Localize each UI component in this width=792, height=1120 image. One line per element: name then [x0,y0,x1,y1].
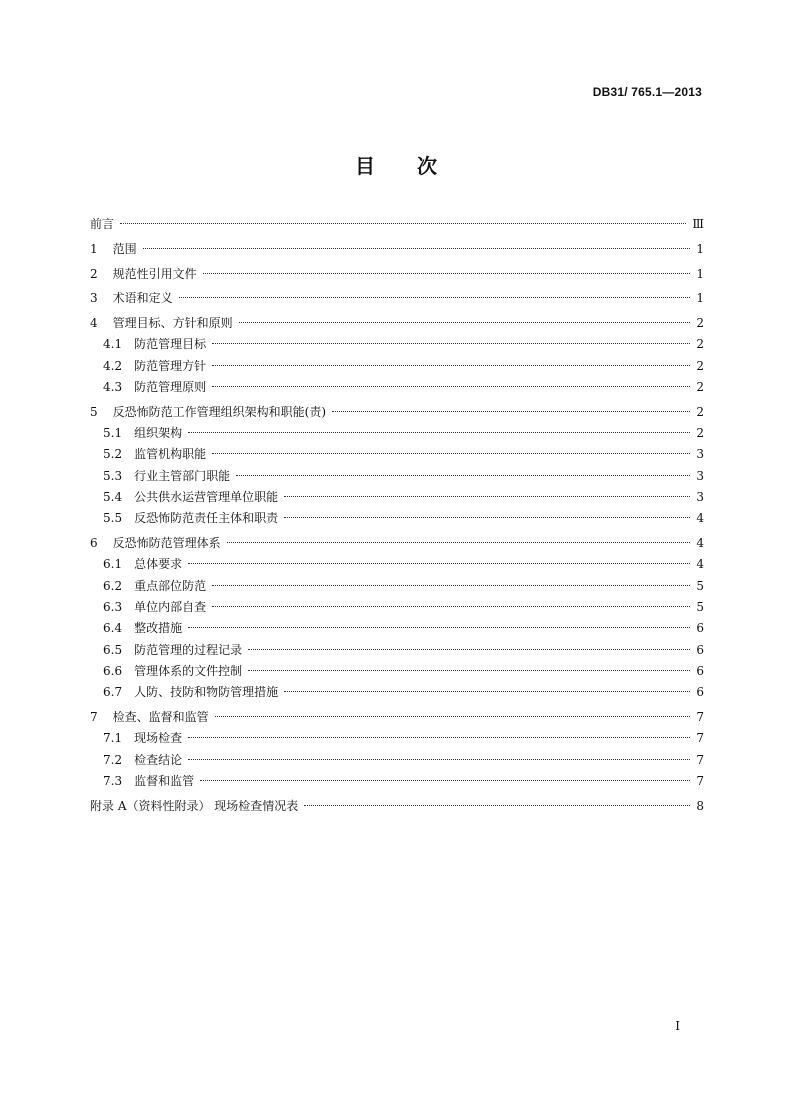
toc-entry[interactable] [90,728,704,749]
toc-dot-leader [200,780,690,781]
toc-entry-number: 2 [90,266,98,281]
page-number: I [675,1019,680,1033]
toc-entry-page: 7 [696,710,704,725]
toc-entry-number: 5.3 [103,468,123,483]
title-char-1: 目 [355,154,375,178]
toc-entry-page: 4 [696,511,704,526]
toc-entry[interactable] [90,661,704,682]
toc-entry-number: 6.7 [103,685,123,700]
toc-entry-number: 7.3 [103,773,123,788]
toc-entry[interactable] [90,334,704,355]
toc-entry-label [103,444,206,465]
toc-entry-page: 3 [696,447,704,462]
toc-dot-leader [332,411,690,412]
toc-entry-title: 管理体系的文件控制 [134,663,243,678]
toc-entry-label [103,487,278,508]
toc-entry[interactable] [90,618,704,639]
toc-dot-leader [212,386,690,387]
toc-entry-page: 2 [696,358,704,373]
toc-entry-page: 3 [696,468,704,483]
toc-entry-page: 2 [696,337,704,352]
toc-entry-title: 防范管理的过程记录 [134,642,243,657]
toc-entry-title: 总体要求 [134,557,183,572]
toc-entry-number: 1 [90,241,98,256]
toc-entry-title: 监管机构职能 [134,447,207,462]
toc-entry-label [103,356,206,377]
toc-entry-label [90,313,233,334]
toc-entry-title: 单位内部自查 [134,600,207,615]
toc-dot-leader [212,453,690,454]
toc-entry-label [90,533,221,554]
toc-entry[interactable] [90,466,704,487]
toc-entry-title: 范围 [112,241,137,256]
toc-entry-number: 7 [90,710,98,725]
toc-entry-number: 4.2 [103,358,123,373]
toc-entry-number: 7.2 [103,752,123,767]
toc-entry-page: 4 [696,536,704,551]
toc-entry-page: 6 [696,642,704,657]
toc-dot-leader [236,475,690,476]
toc-dot-leader [203,273,690,274]
toc-entry[interactable] [90,377,704,398]
toc-entry-label [103,576,206,597]
toc-entry-title: 公共供水运营管理单位职能 [134,490,279,505]
page-title [0,150,792,179]
toc-entry-number: 4 [90,316,98,331]
toc-dot-leader [248,649,690,650]
toc-dot-leader [188,627,690,628]
toc-entry-page: 6 [696,663,704,678]
toc-entry[interactable] [90,707,704,728]
toc-entry-title: 反恐怖防范责任主体和职责 [134,511,279,526]
toc-dot-leader [227,542,690,543]
toc-entry-title: 监督和监管 [134,773,195,788]
toc-entry-label [90,239,137,260]
toc-entry-label [90,707,209,728]
toc-entry-number: 6.5 [103,642,123,657]
toc-entry-number: 6.6 [103,663,123,678]
toc-entry-number: 5.5 [103,511,123,526]
toc-entry-label [90,264,197,285]
toc-entry[interactable] [90,423,704,444]
toc-entry-label [103,750,182,771]
document-code: DB31/ 765.1—2013 [592,85,702,99]
toc-entry-title: 人防、技防和物防管理措施 [134,685,279,700]
toc-entry-label [103,728,182,749]
toc-entry-title: 术语和定义 [112,291,173,306]
toc-dot-leader [212,343,690,344]
toc-entry[interactable] [90,796,704,817]
toc-entry[interactable] [90,444,704,465]
toc-dot-leader [248,670,690,671]
toc-entry[interactable] [90,533,704,554]
toc-entry[interactable] [90,239,704,260]
toc-entry-label [103,423,182,444]
toc-entry-number: 6.3 [103,600,123,615]
toc-dot-leader [239,322,690,323]
toc-entry-title: 前言 [90,217,115,231]
toc-entry-number: 4.3 [103,380,123,395]
toc-dot-leader [284,517,690,518]
toc-entry-label [90,288,173,309]
toc-entry-number: 6.4 [103,621,123,636]
toc-dot-leader [179,297,690,298]
toc-entry[interactable] [90,750,704,771]
toc-entry-title: 组织架构 [134,426,183,441]
toc-entry[interactable] [90,640,704,661]
toc-entry[interactable] [90,288,704,309]
toc-dot-leader [215,716,690,717]
toc-entry[interactable] [90,682,704,703]
toc-entry-page: 2 [696,316,704,331]
toc-entry-number: 6.2 [103,578,123,593]
toc-entry-title: 现场检查 [134,731,183,746]
toc-entry-page: 7 [696,752,704,767]
toc-entry-number: 5.1 [103,426,123,441]
toc-dot-leader [212,585,690,586]
toc-entry[interactable] [90,402,704,423]
toc-entry-label [103,597,206,618]
toc-entry[interactable] [90,508,704,529]
toc-entry-label [90,214,114,235]
toc-entry-title: 检查、监督和监管 [112,710,209,725]
toc-entry[interactable] [90,597,704,618]
toc-entry-number: 5.4 [103,490,123,505]
toc-entry-title: 反恐怖防范管理体系 [112,536,221,551]
toc-entry[interactable] [90,487,704,508]
toc-entry-page: 2 [696,426,704,441]
toc-entry-number: 5.2 [103,447,123,462]
toc-dot-leader [304,805,690,806]
toc-entry-page: Ⅲ [692,217,704,231]
toc-entry-title: 附录 A（资料性附录） 现场检查情况表 [90,798,299,813]
toc-entry-page: 1 [696,241,704,256]
toc-entry-label [103,771,194,792]
toc-entry[interactable] [90,576,704,597]
toc-entry-page: 3 [696,490,704,505]
toc-entry[interactable] [90,554,704,575]
toc-entry-page: 6 [696,621,704,636]
toc-entry-page: 5 [696,600,704,615]
toc-entry[interactable] [90,356,704,377]
toc-entry-label [103,682,278,703]
toc-entry-page: 2 [696,404,704,419]
toc-entry-label [90,402,326,423]
toc-entry-label [103,377,206,398]
toc-dot-leader [284,691,690,692]
toc-entry-number: 4.1 [103,337,123,352]
toc-entry[interactable] [90,771,704,792]
toc-entry-label [103,554,182,575]
toc-entry[interactable] [90,214,704,235]
toc-entry-page: 1 [696,266,704,281]
toc-entry-page: 8 [696,798,704,813]
toc-entry-page: 7 [696,731,704,746]
toc-entry-title: 防范管理目标 [134,337,207,352]
toc-dot-leader [284,496,690,497]
toc-entry-title: 检查结论 [134,752,183,767]
toc-entry-number: 6 [90,536,98,551]
toc-dot-leader [188,432,690,433]
toc-entry-title: 整改措施 [134,621,183,636]
toc-entry-page: 5 [696,578,704,593]
toc-entry-number: 6.1 [103,557,123,572]
toc-dot-leader [212,365,690,366]
toc-dot-leader [188,759,690,760]
toc-entry-number: 3 [90,291,98,306]
table-of-contents [90,214,704,817]
title-char-2: 次 [417,154,437,178]
toc-entry-title: 行业主管部门职能 [134,468,231,483]
toc-dot-leader [120,223,686,224]
toc-dot-leader [188,737,690,738]
toc-dot-leader [188,563,690,564]
toc-dot-leader [143,248,690,249]
toc-entry-page: 1 [696,291,704,306]
toc-entry-title: 防范管理方针 [134,358,207,373]
toc-entry-number: 5 [90,404,98,419]
toc-entry-title: 规范性引用文件 [112,266,197,281]
toc-entry-title: 重点部位防范 [134,578,207,593]
toc-entry-title: 防范管理原则 [134,380,207,395]
toc-entry-label [103,661,242,682]
toc-entry-page: 2 [696,380,704,395]
toc-entry-label [103,334,206,355]
toc-entry-page: 4 [696,557,704,572]
toc-entry-label [103,618,182,639]
toc-entry-page: 7 [696,773,704,788]
toc-entry-label [103,466,230,487]
toc-entry-label [90,796,298,817]
toc-entry-label [103,640,242,661]
toc-entry[interactable] [90,264,704,285]
toc-entry-title: 反恐怖防范工作管理组织架构和职能(责) [112,404,327,419]
toc-entry-number: 7.1 [103,731,123,746]
toc-entry[interactable] [90,313,704,334]
toc-entry-title: 管理目标、方针和原则 [112,316,233,331]
toc-entry-page: 6 [696,685,704,700]
toc-entry-label [103,508,278,529]
toc-dot-leader [212,606,690,607]
